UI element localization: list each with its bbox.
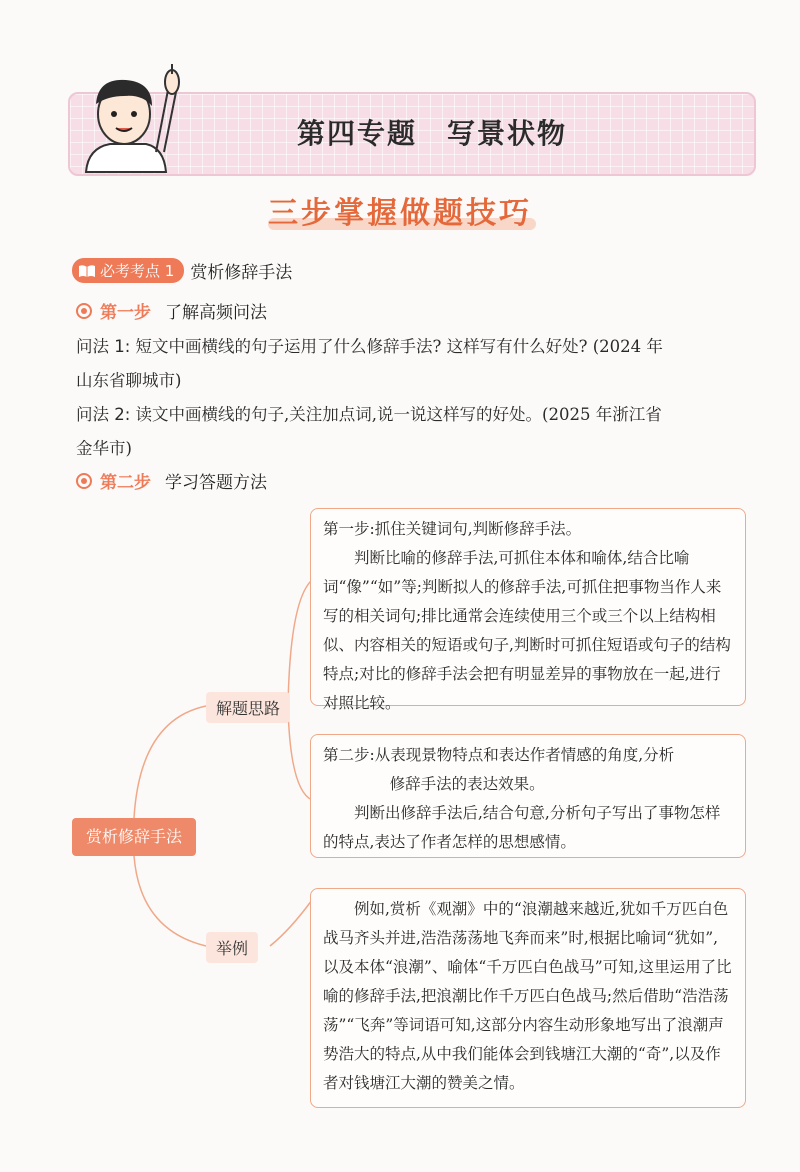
exam-point-text: 赏析修辞手法 — [190, 263, 293, 283]
example-box — [310, 888, 746, 1108]
question-one-line1: 短文中画横线的句子运用了什么修辞手法? 这样写有什么好处? (2024 年 — [130, 337, 663, 356]
step-one-label: 第一步 — [100, 303, 151, 323]
step-two-label: 第二步 — [100, 473, 151, 493]
method-box-step1 — [310, 508, 746, 712]
section-title: 三步掌握做题技巧 — [268, 196, 532, 231]
question-one-line2: 山东省聊城市) — [76, 371, 182, 390]
method-step2-head2: 修辞手法的表达效果。 — [389, 775, 545, 793]
connector-branch1-box2 — [288, 706, 312, 800]
step-one-text: 了解高频问法 — [165, 303, 267, 323]
method-step1-body: 判断比喻的修辞手法,可抓住本体和喻体,结合比喻词“像”“如”等;判断拟人的修辞手法,可抓住把事物当作人来写的相关词句;排比通常会连续使用三个或三个以上结构相似、内容相关的短语或句子,判断时可抓住短语或句子的结构特点;对比的修辞手法会把有明显差异的事物放在一起,进行对照比较。 — [323, 549, 731, 712]
example-body: 例如,赏析《观潮》中的“浪潮越来越近,犹如千万匹白色战马齐头并进,浩浩荡荡地飞奔而来”时,根据比喻词“犹如”,以及本体“浪潮”、喻体“千万匹白色战马”可知,这里运用了比喻的修辞手法,把浪潮比作千万匹白色战马;然后借助“浩浩荡荡”“飞奔”等词语可知,这部分内容生动形象地写出了浪潮声势浩大的特点,从中我们能体会到钱塘江大潮的“奇”,以及作者对钱塘江大潮的赞美之情。 — [323, 900, 732, 1092]
question-two-line1: 读文中画横线的句子,关注加点词,说一说这样写的好处。(2025 年浙江省 — [130, 405, 662, 424]
method-step2-body: 判断出修辞手法后,结合句意,分析句子写出了事物怎样的特点,表达了作者怎样的思想感情。 — [323, 804, 721, 851]
method-step2-head1: 第二步:从表现景物特点和表达作者情感的角度,分析 — [323, 746, 675, 764]
mindmap-root: 赏析修辞手法 — [72, 818, 196, 856]
question-two-line2: 金华市) — [76, 439, 132, 458]
exam-point-label: 必考考点 1 — [100, 262, 175, 280]
chapter-title: 第四专题 写景状物 — [296, 117, 567, 150]
connector-branch1-box1 — [288, 580, 312, 706]
question-one-prefix: 问法 1: — [76, 337, 131, 356]
question-two-prefix: 问法 2: — [76, 405, 131, 424]
method-step1-head: 第一步:抓住关键词句,判断修辞手法。 — [323, 520, 582, 538]
mindmap-branch-example: 举例 — [206, 932, 258, 963]
connector-root-branch2 — [134, 856, 206, 946]
method-box-step2 — [310, 734, 746, 858]
connector-branch2-box3 — [270, 900, 312, 946]
connector-root-branch1 — [134, 706, 206, 818]
mindmap-branch-approach: 解题思路 — [206, 692, 290, 723]
step-two-text: 学习答题方法 — [165, 473, 267, 493]
